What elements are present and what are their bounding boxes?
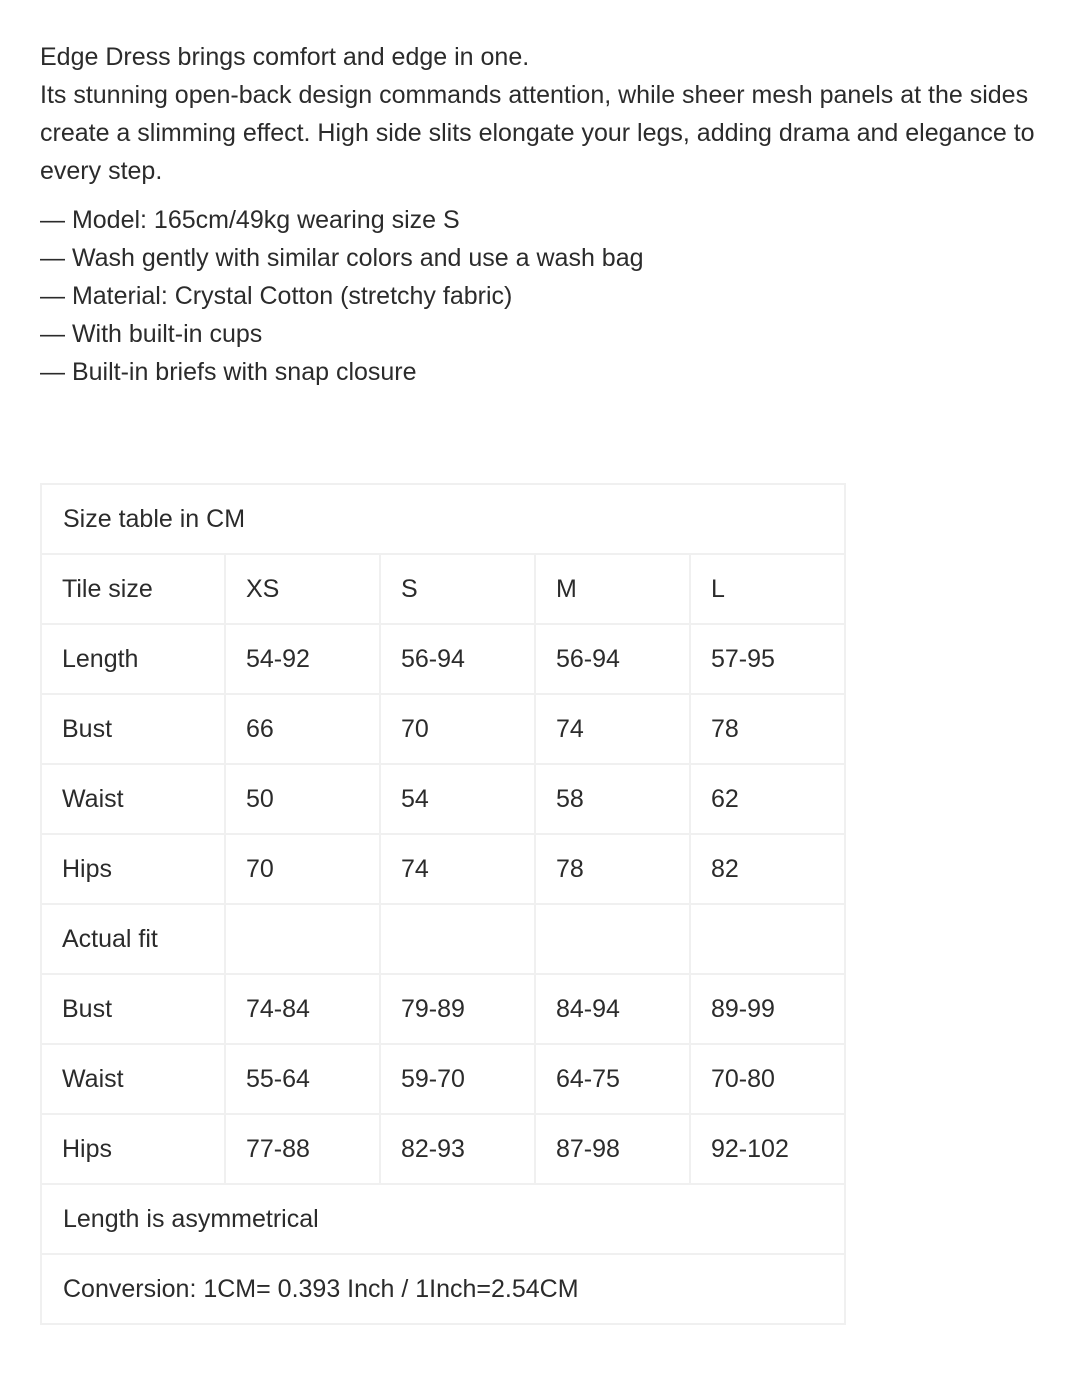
feature-item-model: — Model: 165cm/49kg wearing size S — [40, 206, 460, 234]
table-cell: 78 — [690, 694, 845, 764]
feature-item-material: — Material: Crystal Cotton (stretchy fabric) — [40, 282, 513, 310]
table-row — [41, 694, 845, 764]
table-header-row — [41, 554, 845, 624]
description-body: Its stunning open-back design commands attention, while sheer mesh panels at the sides create a slimming effect. High side slits elongate your legs, adding drama and elegance to every step. — [40, 81, 1035, 185]
header-cell: Tile size — [41, 554, 225, 624]
feature-item-cups: — With built-in cups — [40, 320, 263, 348]
table-cell: 54-92 — [225, 624, 380, 694]
product-description-section — [40, 38, 1040, 391]
table-cell: 74 — [535, 694, 690, 764]
table-cell: 82 — [690, 834, 845, 904]
description-intro: Edge Dress brings comfort and edge in one. — [40, 43, 530, 71]
table-cell: 84-94 — [535, 974, 690, 1044]
row-label: Waist — [41, 1044, 225, 1114]
table-row — [41, 974, 845, 1044]
asymmetry-note: Length is asymmetrical — [41, 1184, 845, 1254]
table-cell: 79-89 — [380, 974, 535, 1044]
table-cell: 92-102 — [690, 1114, 845, 1184]
row-label: Length — [41, 624, 225, 694]
actual-fit-row — [41, 904, 845, 974]
conversion-row — [41, 1254, 845, 1324]
table-cell: 55-64 — [225, 1044, 380, 1114]
table-row — [41, 834, 845, 904]
table-cell: 70 — [225, 834, 380, 904]
table-cell: 77-88 — [225, 1114, 380, 1184]
table-cell: 56-94 — [380, 624, 535, 694]
size-table-title: Size table in CM — [41, 484, 845, 554]
table-cell: 66 — [225, 694, 380, 764]
table-cell: 82-93 — [380, 1114, 535, 1184]
header-cell: M — [535, 554, 690, 624]
table-cell: 74-84 — [225, 974, 380, 1044]
table-cell: 87-98 — [535, 1114, 690, 1184]
row-label: Waist — [41, 764, 225, 834]
table-cell: 74 — [380, 834, 535, 904]
feature-item-wash: — Wash gently with similar colors and use a wash bag — [40, 244, 644, 272]
table-cell: 54 — [380, 764, 535, 834]
table-cell — [690, 904, 845, 974]
table-row — [41, 764, 845, 834]
unit-conversion: Conversion: 1CM= 0.393 Inch / 1Inch=2.54CM — [41, 1254, 845, 1324]
table-cell: 57-95 — [690, 624, 845, 694]
table-title-row — [41, 484, 845, 554]
product-description — [40, 38, 1040, 190]
feature-item-briefs: — Built-in briefs with snap closure — [40, 358, 417, 386]
table-cell — [535, 904, 690, 974]
header-cell: XS — [225, 554, 380, 624]
table-cell: 59-70 — [380, 1044, 535, 1114]
table-cell: 64-75 — [535, 1044, 690, 1114]
table-cell: 50 — [225, 764, 380, 834]
actual-fit-label: Actual fit — [41, 904, 225, 974]
table-cell: 78 — [535, 834, 690, 904]
table-row — [41, 1044, 845, 1114]
table-cell — [380, 904, 535, 974]
table-row — [41, 624, 845, 694]
header-cell: L — [690, 554, 845, 624]
table-cell — [225, 904, 380, 974]
row-label: Bust — [41, 974, 225, 1044]
table-cell: 58 — [535, 764, 690, 834]
table-cell: 89-99 — [690, 974, 845, 1044]
table-cell: 70-80 — [690, 1044, 845, 1114]
feature-list — [40, 201, 1040, 391]
note-row — [41, 1184, 845, 1254]
header-cell: S — [380, 554, 535, 624]
table-cell: 70 — [380, 694, 535, 764]
table-cell: 56-94 — [535, 624, 690, 694]
row-label: Bust — [41, 694, 225, 764]
size-table — [40, 483, 846, 1325]
table-cell: 62 — [690, 764, 845, 834]
table-row — [41, 1114, 845, 1184]
row-label: Hips — [41, 834, 225, 904]
row-label: Hips — [41, 1114, 225, 1184]
